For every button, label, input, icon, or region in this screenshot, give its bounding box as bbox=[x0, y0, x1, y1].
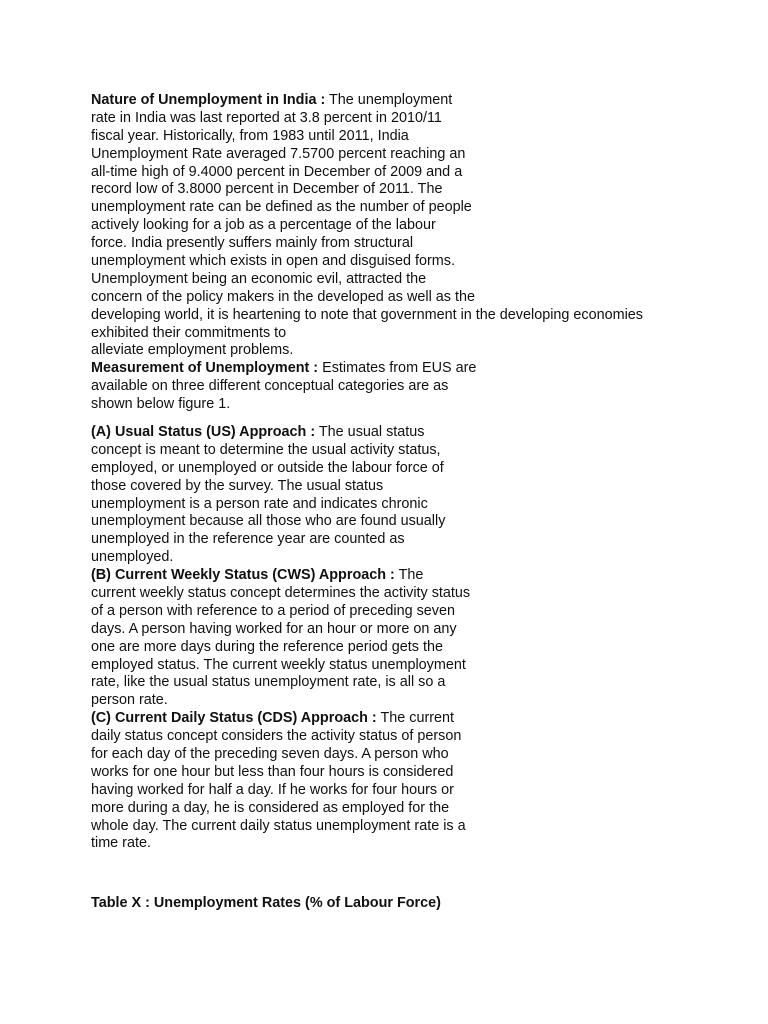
paragraph-daily-status-line: whole day. The current daily status unemployment rate is a bbox=[91, 817, 466, 834]
heading-nature-of-unemployment: Nature of Unemployment in India : bbox=[91, 92, 326, 108]
paragraph-usual-status-line: unemployment because all those who are found usually bbox=[91, 513, 446, 530]
paragraph-daily-status-line: having worked for half a day. If he works for four hours or bbox=[91, 781, 454, 798]
paragraph-daily-status-line: daily status concept considers the activity status of person bbox=[91, 728, 462, 745]
paragraph-measurement-line bbox=[91, 360, 643, 378]
paragraph-usual-status-line: employed, or unemployed or outside the labour force of bbox=[91, 459, 444, 476]
paragraph-daily-status-line: works for one hour but less than four hours is considered bbox=[91, 763, 454, 780]
paragraph-usual-status-line: unemployed. bbox=[91, 549, 174, 566]
paragraph-nature-line: Unemployment Rate averaged 7.5700 percent reaching an bbox=[91, 145, 466, 162]
paragraph-nature-line: rate in India was last reported at 3.8 percent in 2010/11 bbox=[91, 109, 442, 126]
paragraph-nature-line: alleviate employment problems. bbox=[91, 342, 294, 359]
paragraph-usual-status-line: those covered by the survey. The usual status bbox=[91, 477, 384, 494]
paragraph-daily-status-line: more during a day, he is considered as employed for the bbox=[91, 799, 450, 816]
paragraph-usual-status-line: unemployed in the reference year are counted as bbox=[91, 531, 405, 548]
paragraph-measurement-line: available on three different conceptual categories are as bbox=[91, 378, 449, 395]
heading-weekly-status-approach: (B) Current Weekly Status (CWS) Approach : bbox=[91, 567, 395, 584]
paragraph-measurement-line: shown below figure 1. bbox=[91, 396, 231, 413]
paragraph-nature-line bbox=[91, 92, 643, 110]
paragraph-nature-line: force. India presently suffers mainly from structural bbox=[91, 235, 414, 252]
paragraph-weekly-status-text: The bbox=[398, 567, 424, 584]
paragraph-weekly-status-line: rate, like the usual status unemployment rate, is all so a bbox=[91, 674, 446, 691]
paragraph-weekly-status-line: employed status. The current weekly status unemployment bbox=[91, 656, 466, 673]
paragraph-daily-status-text: The current bbox=[380, 710, 455, 727]
paragraph-weekly-status-line: days. A person having worked for an hour or more on any bbox=[91, 620, 457, 637]
paragraph-weekly-status-line: one are more days during the reference period gets the bbox=[91, 638, 443, 655]
paragraph-usual-status-line bbox=[91, 424, 470, 442]
paragraph-nature-line: concern of the policy makers in the developed as well as the bbox=[91, 288, 475, 305]
paragraph-weekly-status-line: of a person with reference to a period of preceding seven bbox=[91, 602, 455, 619]
table-caption: Table X : Unemployment Rates (% of Labour Force) bbox=[91, 895, 441, 911]
body-text-block-2 bbox=[91, 424, 470, 853]
paragraph-daily-status-line: time rate. bbox=[91, 835, 151, 852]
paragraph-weekly-status-line bbox=[91, 567, 470, 585]
heading-daily-status-approach: (C) Current Daily Status (CDS) Approach : bbox=[91, 710, 377, 727]
body-text-block-1 bbox=[91, 92, 643, 414]
paragraph-measurement-text: Estimates from EUS are bbox=[322, 360, 477, 377]
paragraph-usual-status-line: unemployment is a person rate and indicates chronic bbox=[91, 495, 428, 512]
paragraph-nature-line: unemployment which exists in open and disguised forms. bbox=[91, 253, 455, 270]
paragraph-nature-line: Unemployment being an economic evil, attracted the bbox=[91, 270, 427, 287]
paragraph-usual-status-text: The usual status bbox=[318, 424, 425, 440]
paragraph-nature-text: The unemployment bbox=[329, 92, 453, 108]
paragraph-daily-status-line: for each day of the preceding seven days. A person who bbox=[91, 746, 449, 763]
paragraph-nature-line: actively looking for a job as a percentage of the labour bbox=[91, 217, 436, 234]
paragraph-usual-status-line: concept is meant to determine the usual activity status, bbox=[91, 441, 441, 458]
paragraph-nature-line: record low of 3.8000 percent in December of 2011. The bbox=[91, 181, 443, 198]
paragraph-weekly-status-line: current weekly status concept determines the activity status bbox=[91, 585, 471, 602]
paragraph-daily-status-line bbox=[91, 710, 470, 728]
paragraph-nature-line: fiscal year. Historically, from 1983 until 2011, India bbox=[91, 127, 409, 144]
paragraph-nature-line: unemployment rate can be defined as the number of people bbox=[91, 199, 472, 216]
paragraph-nature-line: exhibited their commitments to bbox=[91, 324, 287, 341]
paragraph-nature-line: all-time high of 9.4000 percent in December of 2009 and a bbox=[91, 163, 463, 180]
heading-measurement-of-unemployment: Measurement of Unemployment : bbox=[91, 360, 319, 377]
paragraph-weekly-status-line: person rate. bbox=[91, 692, 168, 709]
heading-usual-status-approach: (A) Usual Status (US) Approach : bbox=[91, 424, 316, 440]
paragraph-nature-line: developing world, it is heartening to note that government in the developing economies bbox=[91, 306, 643, 323]
